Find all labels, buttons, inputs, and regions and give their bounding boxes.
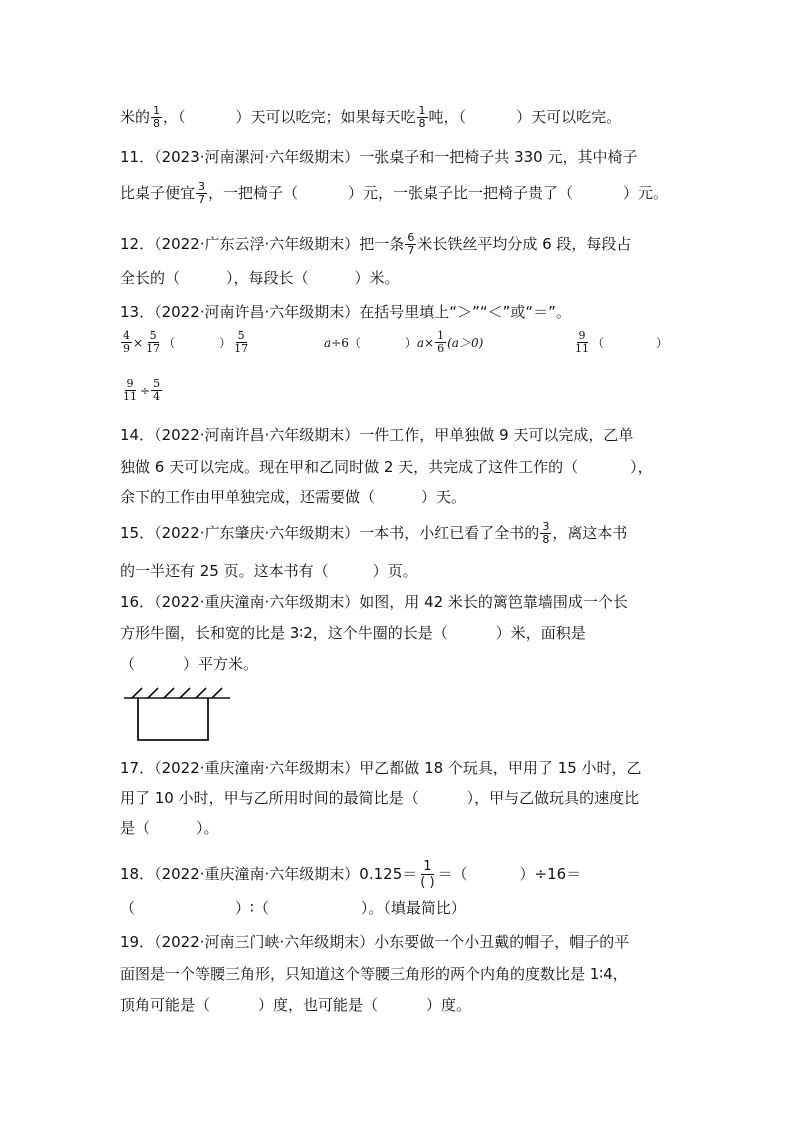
fraction: $\frac{9}{11}$ [575, 329, 589, 355]
q18-line-1: 18．（2022·重庆潼南·六年级期末）0.125＝ $\frac{1}{( )}$ ＝（ ）÷16＝ [120, 859, 582, 890]
q13-expr-1: $\frac{4}{9}$ × $\frac{5}{17}$ （ ） $\frac{5}{17}$ [123, 329, 249, 355]
wall-hatching [124, 688, 230, 698]
q13-expr-3-cont: $\frac{9}{11}$ ÷ $\frac{5}{4}$ [123, 377, 161, 403]
q17-line-1: 17．（2022·重庆潼南·六年级期末）甲乙都做 18 个玩具，甲用了 15 小时，乙 [120, 759, 642, 777]
q17-line-2: 用了 10 小时，甲与乙所用时间的最简比是（ ），甲与乙做玩具的速度比 [120, 789, 640, 807]
q15-line-1: 15．（2022·广东肇庆·六年级期末）一本书，小红已看了全书的 $\frac{3}{8}$ ，离这本书 [120, 520, 628, 546]
q17-line-3: 是（ ）。 [120, 819, 219, 837]
fraction-three-eighths: $\frac{3}{8}$ [542, 520, 550, 546]
q12-line-2: 全长的（ ），每段长（ ）米。 [120, 269, 400, 287]
q19-line-2: 面图是一个等腰三角形，只知道这个等腰三角形的两个内角的度数比是 1∶4， [120, 965, 628, 983]
q14-line-2: 独做 6 天可以完成。现在甲和乙同时做 2 天，共完成了这件工作的（ ）， [120, 458, 653, 476]
cattle-pen-figure [118, 686, 238, 746]
q16-line-1: 16．（2022·重庆潼南·六年级期末）如图，用 42 米长的篱笆靠墙围成一个长 [120, 593, 628, 611]
fraction-one-eighth: $\frac{1}{8}$ [418, 104, 426, 130]
q19-line-1: 19．（2022·河南三门峡·六年级期末）小东要做一个小丑戴的帽子，帽子的平 [120, 933, 630, 951]
pen-rectangle [138, 698, 208, 740]
q16-line-3: （ ）平方米。 [120, 655, 259, 673]
fraction-three-sevenths: $\frac{3}{7}$ [198, 180, 206, 206]
q11-line-1: 11．（2023·河南漯河·六年级期末）一张桌子和一把椅子共 330 元，其中椅子 [120, 148, 638, 166]
fraction: $\frac{4}{9}$ [123, 329, 130, 355]
fraction-one-over-blank: $\frac{1}{( )}$ [420, 859, 435, 890]
fraction: $\frac{9}{11}$ [123, 377, 137, 403]
fraction: $\frac{5}{4}$ [153, 377, 161, 403]
fraction: $\frac{1}{6}$ [437, 329, 445, 355]
fraction-one-eighth: $\frac{1}{8}$ [153, 104, 161, 130]
q15-line-2: 的一半还有 25 页。这本书有（ ）页。 [120, 562, 418, 580]
q13-expr-3: $\frac{9}{11}$ （ ） [575, 329, 669, 355]
q10-tail-line: 米的 $\frac{1}{8}$ ，（ ）天可以吃完；如果每天吃 $\frac{1}{8}$ 吨，（ ）天可以吃完。 [120, 104, 622, 130]
fraction: $\frac{5}{17}$ [234, 329, 249, 355]
q16-line-2: 方形牛圈，长和宽的比是 3∶2，这个牛圈的长是（ ）米，面积是 [120, 624, 586, 642]
q19-line-3: 顶角可能是（ ）度，也可能是（ ）度。 [120, 996, 472, 1014]
q13-expr-2: a ÷6 （ ） a × $\frac{1}{6}$ (a＞0) [324, 329, 484, 355]
q18-line-2: （ ）∶（ ）。（填最简比） [120, 899, 466, 917]
fraction-six-sevenths: $\frac{6}{7}$ [407, 231, 415, 257]
q12-line-1: 12．（2022·广东云浮·六年级期末）把一条 $\frac{6}{7}$ 米长铁丝平均分成 6 段，每段占 [120, 231, 632, 257]
q14-line-3: 余下的工作由甲单独完成，还需要做（ ）天。 [120, 488, 467, 506]
q11-line-2: 比桌子便宜 $\frac{3}{7}$ ，一把椅子（ ）元，一张桌子比一把椅子贵了（ ）元。 [120, 180, 669, 206]
fraction: $\frac{5}{17}$ [146, 329, 161, 355]
q13-line-1: 13．（2022·河南许昌·六年级期末）在括号里填上“＞”“＜”或“＝”。 [120, 303, 571, 321]
q14-line-1: 14．（2022·河南许昌·六年级期末）一件工作，甲单独做 9 天可以完成，乙单 [120, 426, 634, 444]
